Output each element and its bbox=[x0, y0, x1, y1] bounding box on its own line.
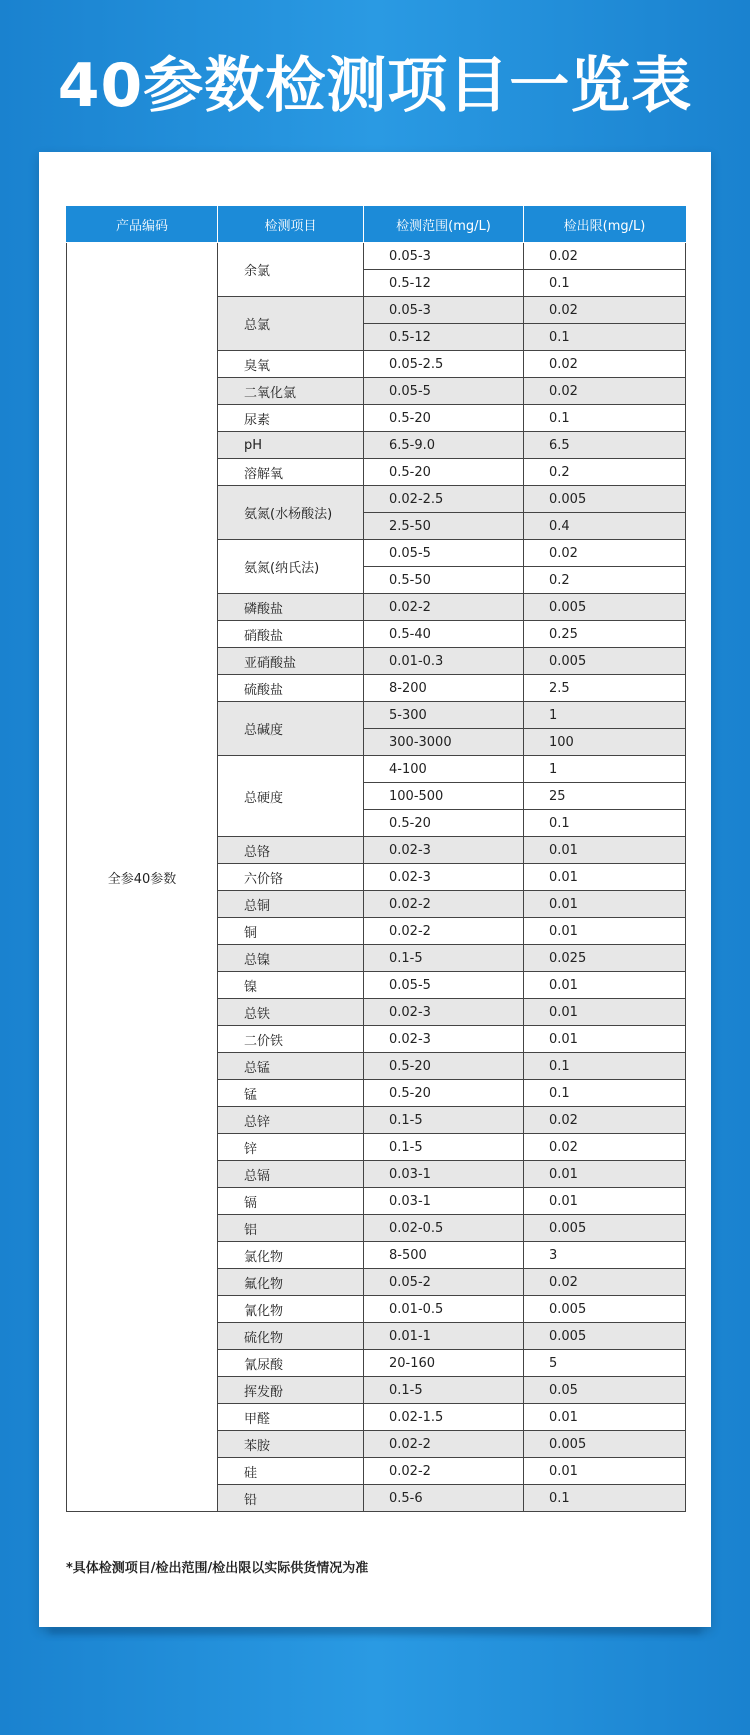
detection-limit-cell: 0.01 bbox=[524, 918, 686, 945]
detection-limit-cell: 0.02 bbox=[524, 351, 686, 378]
detection-limit-cell: 100 bbox=[524, 729, 686, 756]
table-body bbox=[67, 243, 686, 1512]
range-cell: 100-500 bbox=[364, 783, 524, 810]
test-item-cell: 余氯 bbox=[218, 243, 364, 297]
test-item-cell: 氰化物 bbox=[218, 1296, 364, 1323]
range-cell: 8-500 bbox=[364, 1242, 524, 1269]
test-item-cell: 铅 bbox=[218, 1485, 364, 1512]
table-row bbox=[67, 243, 686, 270]
range-cell: 0.02-2.5 bbox=[364, 486, 524, 513]
table-header-row bbox=[67, 207, 686, 243]
detection-limit-cell: 0.1 bbox=[524, 405, 686, 432]
test-item-cell: 氟化物 bbox=[218, 1269, 364, 1296]
range-cell: 4-100 bbox=[364, 756, 524, 783]
range-cell: 0.5-20 bbox=[364, 810, 524, 837]
test-item-cell: 锌 bbox=[218, 1134, 364, 1161]
range-cell: 0.1-5 bbox=[364, 1107, 524, 1134]
test-item-cell: 镍 bbox=[218, 972, 364, 999]
detection-limit-cell: 1 bbox=[524, 702, 686, 729]
test-item-cell: 溶解氧 bbox=[218, 459, 364, 486]
detection-limit-cell: 0.01 bbox=[524, 864, 686, 891]
detection-limit-cell: 0.005 bbox=[524, 486, 686, 513]
test-item-cell: 总氯 bbox=[218, 297, 364, 351]
detection-limit-cell: 2.5 bbox=[524, 675, 686, 702]
detection-limit-cell: 0.4 bbox=[524, 513, 686, 540]
detection-limit-cell: 1 bbox=[524, 756, 686, 783]
test-item-cell: 氨氮(水杨酸法) bbox=[218, 486, 364, 540]
range-cell: 0.05-5 bbox=[364, 540, 524, 567]
range-cell: 5-300 bbox=[364, 702, 524, 729]
range-cell: 0.02-2 bbox=[364, 1431, 524, 1458]
range-cell: 300-3000 bbox=[364, 729, 524, 756]
range-cell: 0.05-2 bbox=[364, 1269, 524, 1296]
test-item-cell: 甲醛 bbox=[218, 1404, 364, 1431]
range-cell: 0.02-3 bbox=[364, 1026, 524, 1053]
detection-limit-cell: 0.01 bbox=[524, 891, 686, 918]
test-item-cell: 氨氮(纳氏法) bbox=[218, 540, 364, 594]
detection-limit-cell: 0.005 bbox=[524, 1323, 686, 1350]
footnote: *具体检测项目/检出范围/检出限以实际供货情况为准 bbox=[66, 1561, 369, 1576]
detection-limit-cell: 0.01 bbox=[524, 1404, 686, 1431]
range-cell: 0.05-2.5 bbox=[364, 351, 524, 378]
range-cell: 0.02-2 bbox=[364, 891, 524, 918]
detection-limit-cell: 0.01 bbox=[524, 972, 686, 999]
detection-limit-cell: 0.2 bbox=[524, 567, 686, 594]
parameter-table bbox=[66, 206, 686, 1512]
test-item-cell: 总镍 bbox=[218, 945, 364, 972]
detection-limit-cell: 0.02 bbox=[524, 297, 686, 324]
detection-limit-cell: 0.01 bbox=[524, 1161, 686, 1188]
detection-limit-cell: 3 bbox=[524, 1242, 686, 1269]
detection-limit-cell: 0.005 bbox=[524, 1215, 686, 1242]
test-item-cell: 六价铬 bbox=[218, 864, 364, 891]
range-cell: 0.5-40 bbox=[364, 621, 524, 648]
test-item-cell: 总锌 bbox=[218, 1107, 364, 1134]
header-detection-limit: 检出限(mg/L) bbox=[524, 207, 686, 243]
range-cell: 8-200 bbox=[364, 675, 524, 702]
test-item-cell: 总碱度 bbox=[218, 702, 364, 756]
detection-limit-cell: 0.01 bbox=[524, 1026, 686, 1053]
test-item-cell: 铜 bbox=[218, 918, 364, 945]
range-cell: 0.5-50 bbox=[364, 567, 524, 594]
detection-limit-cell: 0.01 bbox=[524, 837, 686, 864]
test-item-cell: 硝酸盐 bbox=[218, 621, 364, 648]
detection-limit-cell: 0.005 bbox=[524, 648, 686, 675]
detection-limit-cell: 0.1 bbox=[524, 1053, 686, 1080]
test-item-cell: 挥发酚 bbox=[218, 1377, 364, 1404]
test-item-cell: 氰尿酸 bbox=[218, 1350, 364, 1377]
test-item-cell: 铝 bbox=[218, 1215, 364, 1242]
range-cell: 0.02-3 bbox=[364, 864, 524, 891]
detection-limit-cell: 0.02 bbox=[524, 1107, 686, 1134]
range-cell: 2.5-50 bbox=[364, 513, 524, 540]
range-cell: 0.01-0.5 bbox=[364, 1296, 524, 1323]
range-cell: 0.02-2 bbox=[364, 1458, 524, 1485]
test-item-cell: 磷酸盐 bbox=[218, 594, 364, 621]
detection-limit-cell: 0.01 bbox=[524, 999, 686, 1026]
detection-limit-cell: 5 bbox=[524, 1350, 686, 1377]
range-cell: 6.5-9.0 bbox=[364, 432, 524, 459]
range-cell: 0.1-5 bbox=[364, 945, 524, 972]
range-cell: 0.03-1 bbox=[364, 1188, 524, 1215]
test-item-cell: 硫化物 bbox=[218, 1323, 364, 1350]
range-cell: 0.02-2 bbox=[364, 594, 524, 621]
range-cell: 0.02-1.5 bbox=[364, 1404, 524, 1431]
test-item-cell: pH bbox=[218, 432, 364, 459]
range-cell: 0.5-20 bbox=[364, 1080, 524, 1107]
range-cell: 0.02-2 bbox=[364, 918, 524, 945]
range-cell: 0.5-20 bbox=[364, 1053, 524, 1080]
range-cell: 0.05-5 bbox=[364, 972, 524, 999]
detection-limit-cell: 0.01 bbox=[524, 1188, 686, 1215]
detection-limit-cell: 0.1 bbox=[524, 1080, 686, 1107]
range-cell: 0.5-12 bbox=[364, 324, 524, 351]
range-cell: 0.05-3 bbox=[364, 243, 524, 270]
header-test-item: 检测项目 bbox=[218, 207, 364, 243]
header-product-code: 产品编码 bbox=[67, 207, 218, 243]
range-cell: 0.1-5 bbox=[364, 1377, 524, 1404]
test-item-cell: 氯化物 bbox=[218, 1242, 364, 1269]
detection-limit-cell: 0.02 bbox=[524, 243, 686, 270]
test-item-cell: 总硬度 bbox=[218, 756, 364, 837]
range-cell: 0.03-1 bbox=[364, 1161, 524, 1188]
test-item-cell: 镉 bbox=[218, 1188, 364, 1215]
detection-limit-cell: 0.02 bbox=[524, 378, 686, 405]
header-range: 检测范围(mg/L) bbox=[364, 207, 524, 243]
detection-limit-cell: 0.25 bbox=[524, 621, 686, 648]
range-cell: 0.01-1 bbox=[364, 1323, 524, 1350]
page-title: 40参数检测项目一览表 bbox=[57, 51, 693, 121]
range-cell: 0.5-6 bbox=[364, 1485, 524, 1512]
detection-limit-cell: 0.005 bbox=[524, 1431, 686, 1458]
test-item-cell: 亚硝酸盐 bbox=[218, 648, 364, 675]
test-item-cell: 总镉 bbox=[218, 1161, 364, 1188]
table-card bbox=[39, 152, 711, 1627]
test-item-cell: 总锰 bbox=[218, 1053, 364, 1080]
range-cell: 0.5-20 bbox=[364, 405, 524, 432]
detection-limit-cell: 6.5 bbox=[524, 432, 686, 459]
range-cell: 20-160 bbox=[364, 1350, 524, 1377]
range-cell: 0.02-3 bbox=[364, 837, 524, 864]
range-cell: 0.05-3 bbox=[364, 297, 524, 324]
test-item-cell: 二价铁 bbox=[218, 1026, 364, 1053]
detection-limit-cell: 0.01 bbox=[524, 1458, 686, 1485]
product-code-cell: 全参40参数 bbox=[67, 243, 218, 1512]
range-cell: 0.01-0.3 bbox=[364, 648, 524, 675]
range-cell: 0.1-5 bbox=[364, 1134, 524, 1161]
card-shadow bbox=[49, 1627, 701, 1635]
test-item-cell: 硅 bbox=[218, 1458, 364, 1485]
test-item-cell: 总铬 bbox=[218, 837, 364, 864]
test-item-cell: 二氧化氯 bbox=[218, 378, 364, 405]
detection-limit-cell: 0.02 bbox=[524, 1134, 686, 1161]
range-cell: 0.02-3 bbox=[364, 999, 524, 1026]
range-cell: 0.02-0.5 bbox=[364, 1215, 524, 1242]
range-cell: 0.5-12 bbox=[364, 270, 524, 297]
detection-limit-cell: 0.1 bbox=[524, 1485, 686, 1512]
test-item-cell: 锰 bbox=[218, 1080, 364, 1107]
detection-limit-cell: 0.2 bbox=[524, 459, 686, 486]
range-cell: 0.5-20 bbox=[364, 459, 524, 486]
detection-limit-cell: 0.1 bbox=[524, 810, 686, 837]
test-item-cell: 总铁 bbox=[218, 999, 364, 1026]
detection-limit-cell: 0.02 bbox=[524, 540, 686, 567]
test-item-cell: 臭氧 bbox=[218, 351, 364, 378]
test-item-cell: 尿素 bbox=[218, 405, 364, 432]
detection-limit-cell: 0.005 bbox=[524, 594, 686, 621]
test-item-cell: 苯胺 bbox=[218, 1431, 364, 1458]
detection-limit-cell: 25 bbox=[524, 783, 686, 810]
detection-limit-cell: 0.025 bbox=[524, 945, 686, 972]
detection-limit-cell: 0.1 bbox=[524, 270, 686, 297]
detection-limit-cell: 0.005 bbox=[524, 1296, 686, 1323]
detection-limit-cell: 0.1 bbox=[524, 324, 686, 351]
range-cell: 0.05-5 bbox=[364, 378, 524, 405]
detection-limit-cell: 0.02 bbox=[524, 1269, 686, 1296]
test-item-cell: 硫酸盐 bbox=[218, 675, 364, 702]
test-item-cell: 总铜 bbox=[218, 891, 364, 918]
detection-limit-cell: 0.05 bbox=[524, 1377, 686, 1404]
